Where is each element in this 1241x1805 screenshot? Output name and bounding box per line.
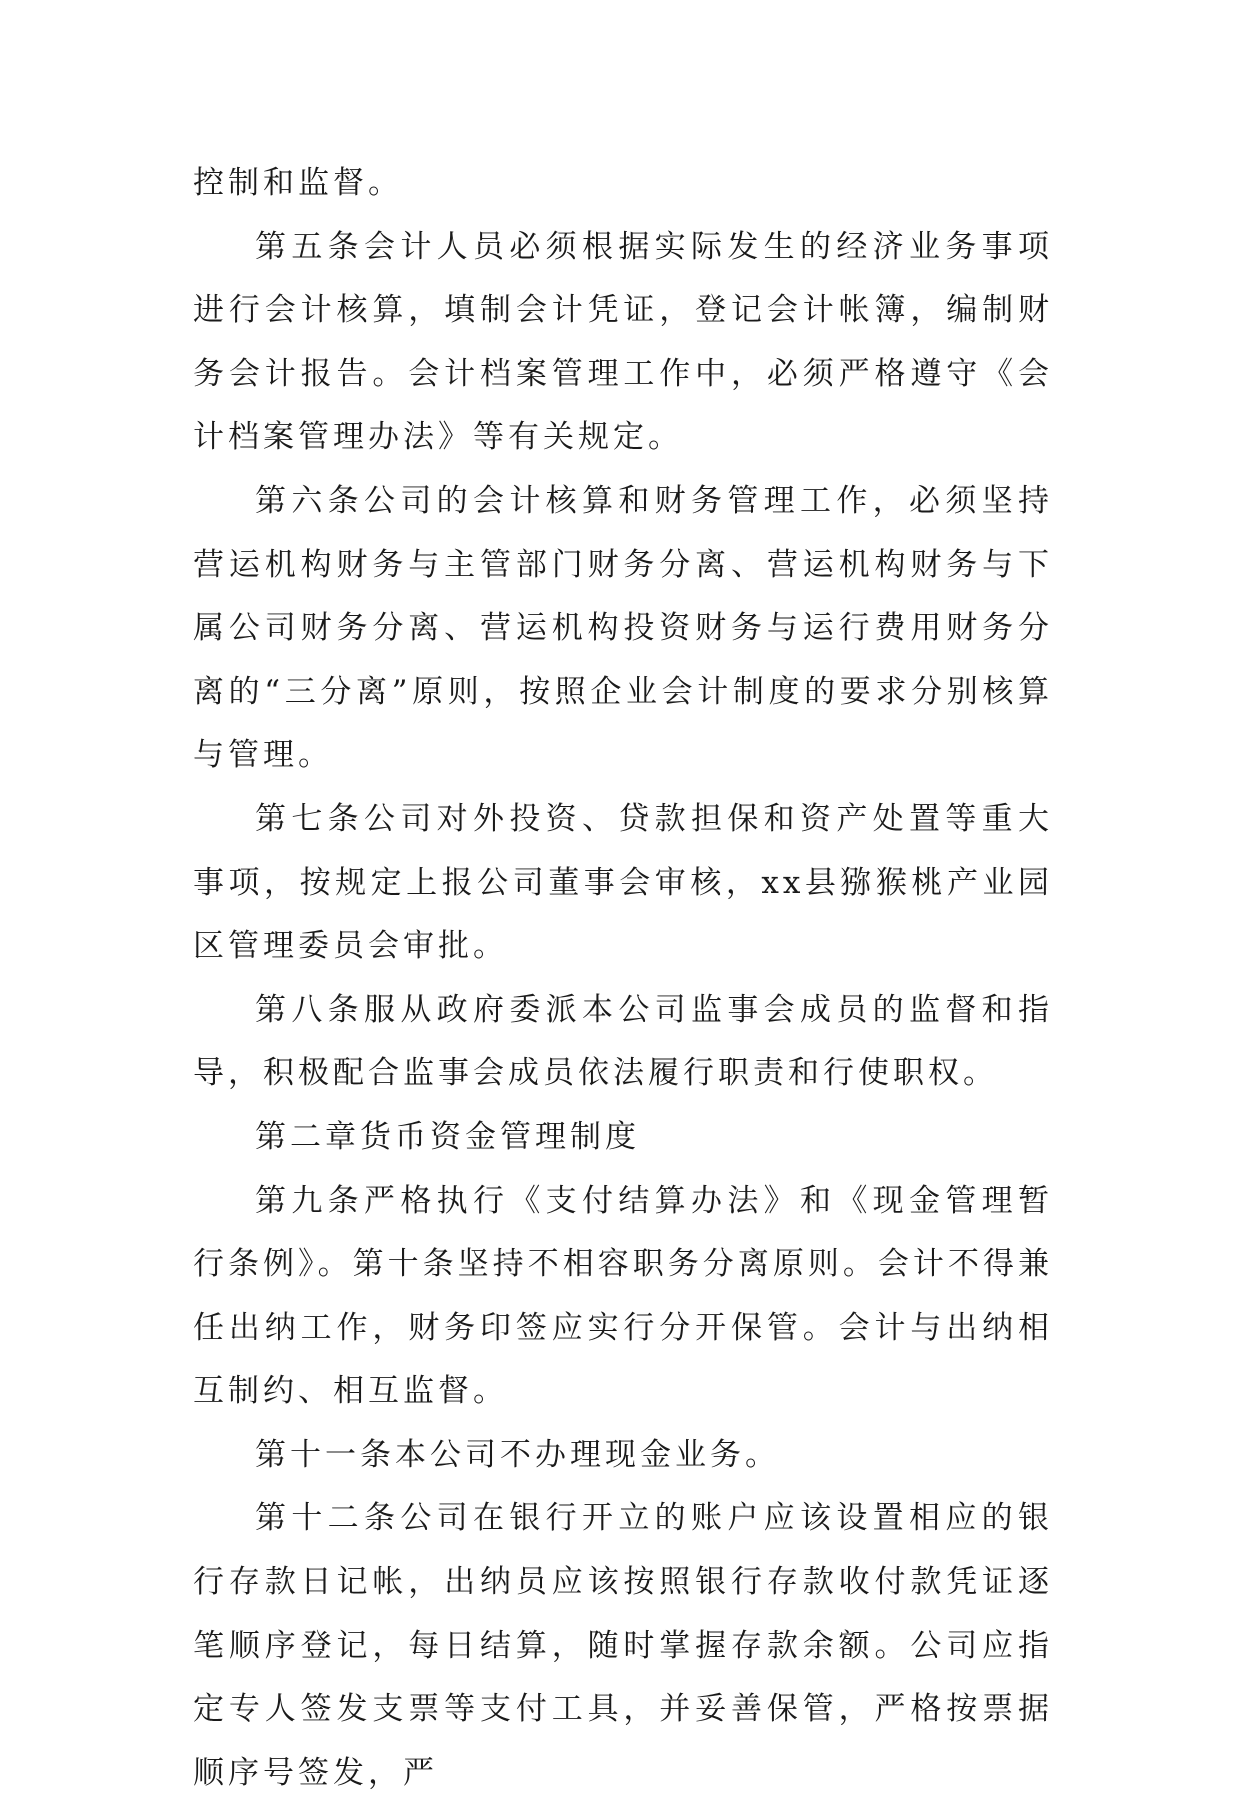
paragraph-article-6: 第六条公司的会计核算和财务管理工作，必须坚持营运机构财务与主管部门财务分离、营运机构财务与下属公司财务分离、营运机构投资财务与运行费用财务分离的“三分离”原则，按照企业会计制度的要求分别核算与管理。: [193, 482, 1053, 774]
paragraph-article-8: 第八条服从政府委派本公司监事会成员的监督和指导，积极配合监事会成员依法履行职责和行使职权。: [193, 991, 1053, 1092]
paragraph-article-12: 第十二条公司在银行开立的账户应该设置相应的银行存款日记帐，出纳员应该按照银行存款收付款凭证逐笔顺序登记，每日结算，随时掌握存款余额。公司应指定专人签发支票等支付工具，并妥善保管，严格按票据顺序号签发，严: [193, 1500, 1053, 1791]
paragraph-continuation: 控制和监督。: [193, 165, 403, 201]
paragraph-article-11: 第十一条本公司不办理现金业务。: [255, 1436, 780, 1473]
document-body: [193, 152, 1053, 1805]
chapter-heading: 第二章货币资金管理制度: [255, 1118, 640, 1155]
paragraph-article-5: 第五条会计人员必须根据实际发生的经济业务事项进行会计核算，填制会计凭证，登记会计帐簿，编制财务会计报告。会计档案管理工作中，必须严格遵守《会计档案管理办法》等有关规定。: [193, 228, 1053, 456]
paragraph-article-9-10: 第九条严格执行《支付结算办法》和《现金管理暂行条例》。第十条坚持不相容职务分离原则。会计不得兼任出纳工作，财务印签应实行分开保管。会计与出纳相互制约、相互监督。: [193, 1182, 1053, 1410]
paragraph-article-7: 第七条公司对外投资、贷款担保和资产处置等重大事项，按规定上报公司董事会审核，xx县猕猴桃产业园区管理委员会审批。: [193, 800, 1053, 965]
